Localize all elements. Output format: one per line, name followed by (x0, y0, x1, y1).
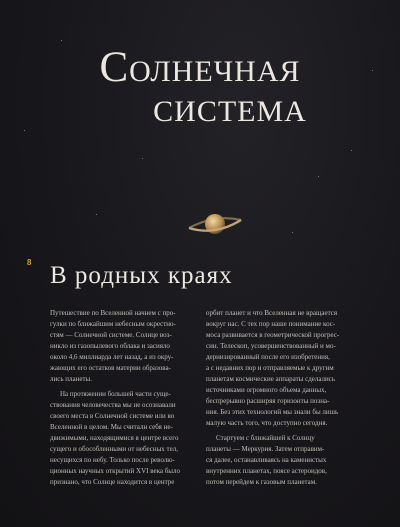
text-line: дернизированный после его изобретения, (206, 353, 330, 361)
text-line: движимыми, находящимися в центре всего (50, 434, 179, 442)
text-line: орбит планет и что Вселенная не вращается (206, 309, 338, 317)
saturn-illustration (186, 206, 244, 242)
page-title-line-1: Солнечная (99, 44, 301, 91)
text-line: малую часть того, что доступно сегодня. (206, 419, 328, 427)
section-heading: В родных краях (50, 262, 233, 289)
text-line: несущихся по небу. Только после револю- (50, 456, 175, 464)
text-line: вокруг нас. С тех пор наше понимание кос- (206, 320, 336, 328)
text-line: беспрерывно расширяя горизонты позна- (206, 397, 330, 405)
text-line: гулки по ближайшим небесным окрестно- (50, 320, 176, 328)
text-line: Путешествие по Вселенной начнем с про- (50, 309, 176, 317)
text-line: никло из газопылевого облака и засияло (50, 342, 170, 350)
text-line: а с недавних пор и отправляемые к другим (206, 364, 334, 372)
text-line: жающих его остатков материи образова- (50, 364, 171, 372)
text-line: лись планеты. (50, 375, 92, 383)
text-line: Вселенной в целом. Мы считали себя не- (50, 423, 173, 431)
text-line: ния. Без этих технологий мы знали бы лишь (206, 408, 339, 416)
text-line: источниками огромного объема данных, (206, 386, 327, 394)
text-line: около 4,6 миллиарда лет назад, а из окру- (50, 353, 174, 361)
text-line: внутренних планетах, поясе астероидов, (206, 467, 327, 475)
text-line: Стартуем с ближайшей к Солнцу (216, 434, 315, 442)
text-column-left (50, 308, 198, 488)
text-line: моса развивается в геометрической прогрес- (206, 331, 340, 339)
text-line: планетам космические аппараты сделались (206, 375, 336, 383)
text-line: планеты — Меркурия. Затем отправим- (206, 445, 325, 453)
text-line: На протяжении большей части суще- (60, 390, 171, 398)
text-line: ствования человечества мы не осознавали (50, 401, 176, 409)
page-number: 8 (27, 258, 32, 267)
text-line: ся далее, останавливаясь на каменистых (206, 456, 327, 464)
text-line: ционных научных открытий XVI века было (50, 467, 180, 475)
text-line: сии. Телескоп, усовершенствованный и мо- (206, 342, 336, 350)
text-line: сущего и обособленными от небесных тел, (50, 445, 178, 453)
text-line: стям — Солнечной системе. Солнце воз- (50, 331, 172, 339)
text-column-right (206, 308, 354, 488)
text-line: признано, что Солнце находится в центре (50, 478, 175, 486)
text-line: своего места в Солнечной системе или во (50, 412, 175, 420)
page-title-line-2: система (153, 84, 307, 131)
text-line: потом перейдем к газовым планетам. (206, 478, 317, 486)
